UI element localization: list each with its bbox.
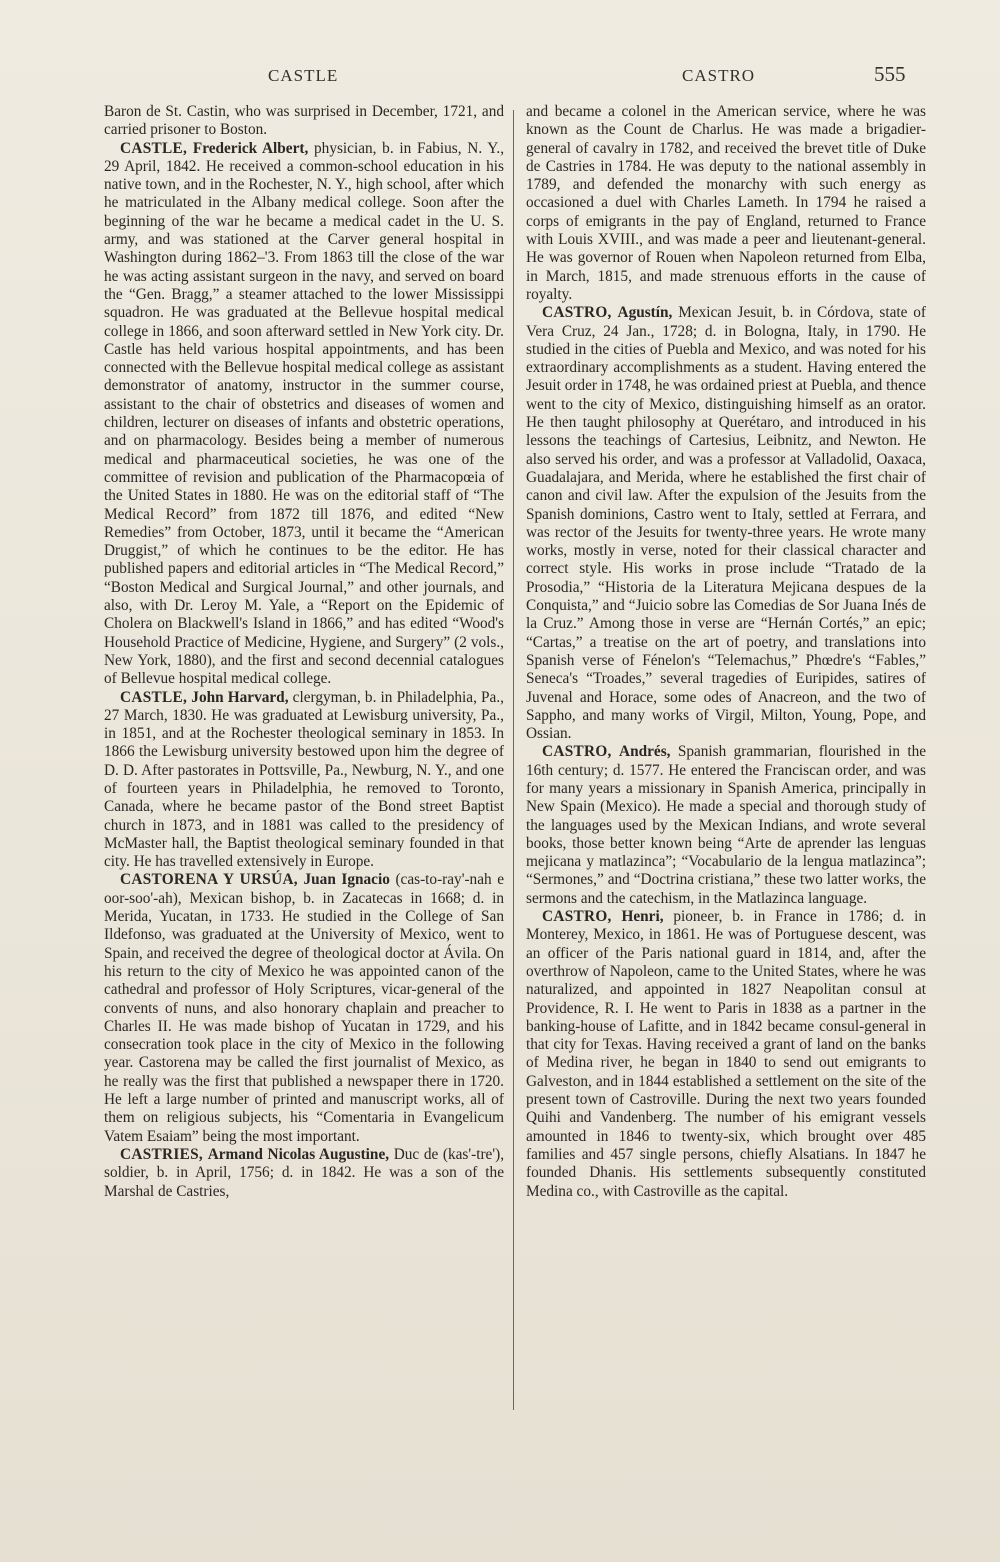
entry-castorena: [104, 871, 504, 1145]
entry-text: physician, b. in Fabius, N. Y., 29 April, 1842. He received a common-school education in his native town, and in the Rochester, N. Y., high school, after which he matriculated in the Albany medical college. Soon after the beginning of the war he became a medical cadet in the U. S. army, and was stationed at the Carver general hospital in Washington during 1862–'3. From 1863 till the close of the war he was acting assistant surgeon in the navy, and served on board the “Gen. Bragg,” a steamer attached to the lower Mississippi squadron. He was graduated at the Bellevue hospital medical college in 1866, and soon afterward settled in New York city. Dr. Castle has held various hospital appointments, and has been connected with the Bellevue hospital medical college as assistant demonstrator of anatomy, instructor in the summer course, assistant to the chair of obstetrics and diseases of women and children, lecturer on diseases of infants and obstetric operations, and on pharmacology. Besides being a member of numerous medical and pharmaceutical societies, he was one of the committee of revision and publication of the Pharmacopœia of the United States in 1880. He was on the editorial staff of “The Medical Record” from 1872 till 1876, and edited “New Remedies” from October, 1873, until it became the “American Druggist,” of which he continues to be the editor. He has published papers and editorial articles in “The Medical Record,” “Boston Medical and Surgical Journal,” and other journals, and also, with Dr. Leroy M. Yale, a “Report on the Epidemic of Cholera on Blackwell's Island in 1866,” and has edited “Wood's Household Practice of Medicine, Hygiene, and Surgery” (2 vols., New York, 1880), and the first and second decennial catalogues of Bellevue hospital medical college.: [104, 139, 505, 688]
left-column: [104, 103, 504, 1201]
column-divider: [513, 110, 514, 1410]
page-number: 555: [874, 62, 906, 86]
entry-text: clergyman, b. in Philadelphia, Pa., 27 March, 1830. He was graduated at Lewisburg university, Pa., in 1851, and at the Rochester theological seminary in 1853. In 1866 the Lewisburg university bestowed upon him the degree of D. D. After pastorates in Pottsville, Pa., Newburg, N. Y., and one of fourteen years in Philadelphia, he removed to Toronto, Canada, where he became pastor of the Bond street Baptist church in 1873, and in 1881 was called to the presidency of McMaster hall, the Baptist theological seminary founded in that city. He has travelled extensively in Europe.: [104, 688, 504, 871]
entry-headword: CASTRO,: [542, 304, 612, 322]
entry-text: (cas-to-ray'-nah e oor-soo'-ah), Mexican bishop, b. in Zacatecas in 1668; d. in Merida, Yucatan, in 1733. He studied in the College of San Ildefonso, was graduated at the University of Mexico, went to Spain, and received the degree of theological doctor at Ávila. On his return to the city of Mexico he was appointed canon of the cathedral and professor of Holy Scriptures, vicar-general of the convents of nuns, and also honorary chaplain and preacher to Charles II. He was made bishop of Yucatan in 1729, and his consecration took place in the city of Mexico in the following year. Castorena may be called the first journalist of Mexico, as he really was the first that published a newspaper there in 1720. He left a large number of printed and manuscript works, all of them on religious subjects, his “Comentaria in Evangelicum Vatem Esaiam” being the most important.: [104, 871, 505, 1145]
entry-headword: CASTRIES,: [120, 1145, 204, 1163]
entry-castries: [104, 1146, 504, 1201]
entry-forename: John Harvard,: [191, 688, 289, 706]
entry-castro-andres: [526, 743, 926, 908]
entry-castro-henri: [526, 908, 926, 1201]
entry-text: Duc de (kas'-tre'), soldier, b. in April, 1756; d. in 1842. He was a son of the Marshal de Castries,: [104, 1145, 505, 1200]
entry-text: Baron de St. Castin, who was surprised in December, 1721, and carried prisoner to Boston.: [104, 103, 504, 139]
entry-text: Mexican Jesuit, b. in Córdova, state of Vera Cruz, 24 Jan., 1728; d. in Bologna, Italy, in 1790. He studied in the cities of Puebla and Mexico, and was noted for his extraordinary accomplishments as a student. Having entered the Jesuit order in 1748, he was ordained priest at Puebla, and thence went to the city of Mexico, distinguishing himself as an orator. He then taught philosophy at Querétaro, and introduced in his lessons the teachings of Cartesius, Leibnitz, and Newton. He also served his order, and was a professor at Valladolid, Oaxaca, Guadalajara, and Merida, where he established the first chair of canon and civil law. After the expulsion of the Jesuits from the Spanish dominions, Castro went to Italy, settled at Ferrara, and was rector of the Jesuits for twenty-three years. He wrote many works, mostly in verse, noted for their classical character and correct style. His works in prose include “Tratado de la Prosodia,” “Historia de la Literatura Mejicana despues de la Conquista,” and “Juicio sobre las Comedias de Sor Juana Inés de la Cruz.” Among those in verse are “Hernán Cortés,” an epic; “Cartas,” a treatise on the art of poetry, and translations into Spanish verse of Fénelon's “Telemachus,” Phœdre's “Fables,” Seneca's “Troades,” several tragedies of Euripides, satires of Juvenal and Horace, some odes of Anacreon, and the two of Sappho, and many works of Virgil, Milton, Young, Pope, and Ossian.: [526, 304, 926, 743]
entry-forename: Frederick Albert,: [192, 139, 309, 157]
entry-headword: CASTLE,: [120, 688, 188, 706]
entry-continuation: [526, 103, 926, 304]
entry-forename: Agustín,: [617, 304, 673, 322]
entry-headword: CASTORENA Y URSÚA,: [120, 871, 298, 889]
entry-text: and became a colonel in the American service, where he was known as the Count de Charlus. He was made a brigadier-general of cavalry in 1782, and received the brevet title of Duke de Castries in 1784. He was deputy to the national assembly in 1789, and defended the monarchy with such energy as occasioned a duel with Charles Lameth. In 1794 he raised a corps of emigrants in the pay of England, returned to France with Louis XVIII., and was made a peer and lieutenant-general. He was governor of Rouen when Napoleon returned from Elba, in March, 1815, and made strenuous efforts in the cause of royalty.: [526, 103, 926, 303]
entry-forename: Andrés,: [619, 743, 671, 761]
entry-continuation: [104, 103, 504, 140]
entry-forename: Juan Ignacio: [303, 871, 390, 889]
entry-text: Spanish grammarian, flourished in the 16th century; d. 1577. He entered the Franciscan order, and was for many years a missionary in Spanish America, principally in New Spain (Mexico). He made a special and thorough study of the languages used by the Mexican Indians, and wrote several books, those better known being “Arte de aprender las lenguas mejicana y matlazinca”; “Vocabulario de la lengua matlazinca”; “Sermones,” and “Doctrina cristiana,” these two latter works, the sermons and the catechism, in the Matlazinca language.: [526, 743, 927, 907]
entry-forename: Henri,: [621, 908, 664, 926]
entry-headword: CASTRO,: [542, 743, 612, 761]
running-head-center: CASTRO: [682, 66, 756, 85]
running-head: [0, 62, 1000, 92]
right-column: [526, 103, 926, 1201]
entry-forename: Armand Nicolas Augustine,: [207, 1145, 390, 1163]
entry-castle-frederick: [104, 140, 504, 689]
entry-headword: CASTRO,: [542, 908, 612, 926]
entry-castle-john: [104, 689, 504, 872]
entry-castro-agustin: [526, 304, 926, 743]
entry-text: pioneer, b. in France in 1786; d. in Monterey, Mexico, in 1861. He was of Portuguese descent, was an officer of the Paris national guard in 1814, and, after the overthrow of Napoleon, came to the United States, where he was naturalized, and appointed in 1827 Neapolitan consul at Providence, R. I. He went to Paris in 1838 as a partner in the banking-house of Lafitte, and in 1842 became consul-general in that city for Texas. Having received a grant of land on the banks of Medina river, he began in 1840 to send out emigrants to Galveston, and in 1844 established a settlement on the site of the present town of Castroville. During the next two years founded Quihi and Vandenberg. The number of his emigrant vessels amounted in 1846 to twenty-six, which brought over 485 families and 457 single persons, chiefly Alsatians. In 1847 he founded Dhanis. His settlements subsequently constituted Medina co., with Castroville as the capital.: [526, 908, 927, 1200]
entry-headword: CASTLE,: [120, 139, 188, 157]
running-head-left: CASTLE: [268, 66, 339, 85]
